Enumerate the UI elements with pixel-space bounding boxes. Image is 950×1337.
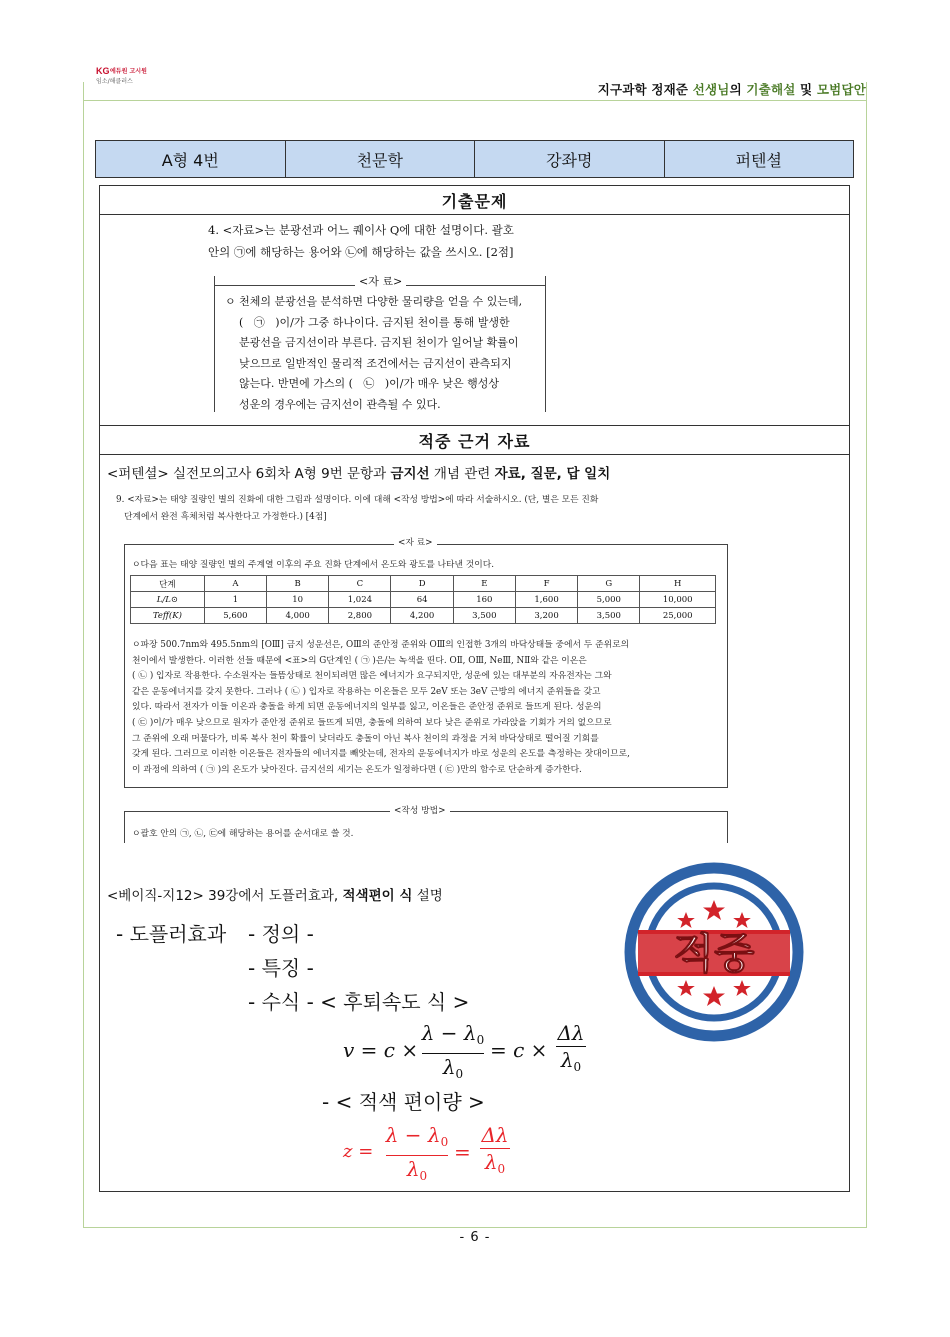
table-cell: 5,600 [204, 608, 266, 624]
redshift-num2: Δλ [481, 1123, 509, 1147]
table-row-label: L/L⊙ [131, 592, 205, 608]
lecture-definition: - 정의 - [248, 922, 314, 946]
running-header [598, 80, 866, 98]
redshift-den2: λ [484, 1150, 498, 1174]
proof-head-c: 개념 관련 [429, 466, 495, 482]
subscript-zero: 0 [573, 1060, 582, 1074]
proof-head-a: <퍼텐셜> 실전모의고사 6회차 A형 9번 문항과 [107, 466, 391, 482]
method-label: <작성 방법> [390, 804, 450, 818]
evolution-table [130, 575, 716, 624]
table-row [131, 576, 716, 592]
redshift-fraction [386, 1122, 448, 1189]
mock-data-line: 그 준위에 오래 머물다가, 비록 복사 천이 확률이 낮더라도 충돌이 아닌 복사 천이의 과정을 거쳐 바닥상태로 떨어질 기회를 [132, 733, 599, 744]
method-text: ㅇ괄호 안의 ㉠, ㉡, ㉢에 해당하는 용어를 순서대로 쓸 것. [132, 829, 354, 839]
stamp-stars-top [677, 900, 751, 928]
table-cell: 3,500 [578, 608, 640, 624]
info-course-label: 강좌명 [475, 141, 665, 177]
subscript-zero: 0 [476, 1033, 485, 1047]
lecture-doppler: - 도플러효과 [116, 922, 227, 946]
mock-data-line: 있다. 따라서 전자가 이들 이온과 충돌을 하게 되면 운동에너지의 일부를 잃고, 이온들은 준안정 준위로 들뜨게 된다. 성운의 [132, 702, 602, 713]
table-row-label: Teff(K) [131, 608, 205, 624]
mock-question-line: 단계에서 완전 흑체처럼 복사한다고 가정한다.) [4점] [124, 512, 327, 522]
page-number: - 6 - [459, 1230, 491, 1245]
exam-data-line: 낮으므로 일반적인 물리적 조건에서는 금지선이 관측되지 [225, 356, 512, 370]
table-cell: 10 [267, 592, 329, 608]
subscript-zero: 0 [419, 1169, 428, 1183]
mock-data-intro: ㅇ다음 표는 태양 질량인 별의 주계열 이후의 주요 진화 단계에서 온도와 광도를 나타낸 것이다. [132, 560, 495, 570]
divider [100, 214, 849, 215]
proof-heading [107, 462, 610, 482]
exam-question-line2: 안의 ㉠에 해당하는 용어와 ㉡에 해당하는 값을 쓰시오. [2점] [208, 245, 514, 259]
info-table [95, 140, 854, 178]
header-and: 및 [795, 82, 817, 97]
header-suffix1: 기출해설 [746, 82, 796, 97]
exam-data-line: 않는다. 반면에 가스의 ( ㉡ )이/가 매우 낮은 행성상 [225, 377, 499, 390]
header-suffix2: 모범답안 [816, 82, 866, 97]
stamp-text: 적중 [673, 929, 755, 978]
table-cell: 1,024 [329, 592, 391, 608]
velocity-num2: Δλ [557, 1021, 585, 1045]
table-header-cell: C [329, 576, 391, 592]
header-divider [83, 100, 867, 101]
velocity-fraction2 [556, 1020, 586, 1080]
table-header-cell: F [515, 576, 577, 592]
table-cell: 64 [391, 592, 453, 608]
mock-data-line: 갖게 된다. 그러므로 이러한 이온들은 전자들의 에너지를 빼앗는데, 전자의 운동에너지가 바로 성운의 온도를 측정하는 잣대이므로, [132, 749, 630, 760]
table-row [131, 608, 716, 624]
basic-head-a: <베이직-지12> 39강에서 도플러효과, [107, 888, 343, 904]
lecture-formula-title: - 수식 - < 후퇴속도 식 > [248, 990, 470, 1014]
table-cell: 1 [204, 592, 266, 608]
table-cell: 3,200 [515, 608, 577, 624]
exam-data-label: <자 료> [355, 275, 406, 289]
lecture-redshift-title: - < 적색 편이량 > [322, 1090, 485, 1114]
table-row [131, 592, 716, 608]
mock-data-line: 이 과정에 의하여 ( ㉠ )의 온도가 낮아진다. 금지선의 세기는 온도가 일정하다면 ( ㉢ )만의 함수로 단순하게 증가한다. [132, 764, 582, 775]
info-course-name: 퍼텐셜 [735, 150, 782, 170]
basic-heading [107, 884, 443, 904]
redshift-den: λ [406, 1157, 420, 1181]
table-cell: 1,600 [515, 592, 577, 608]
mock-data-line: 같은 운동에너지를 갖지 못한다. 그러나 ( ㉡ ) 입자로 작용하는 이온들은 모두 2eV 또는 3eV 근방의 에너지 준위들을 갖고 [132, 686, 601, 697]
section-title-basis: 적중 근거 자료 [418, 431, 531, 451]
lecture-feature: - 특징 - [248, 956, 314, 980]
logo-brand: 에듀원 고시원 [110, 68, 147, 75]
velocity-fraction [422, 1020, 484, 1087]
velocity-den2: λ [560, 1048, 574, 1072]
mock-data-paragraph [132, 638, 722, 778]
hit-stamp [624, 862, 804, 1042]
redshift-num: λ − λ [385, 1123, 441, 1147]
table-cell: 4,200 [391, 608, 453, 624]
section-title-exam: 기출문제 [441, 191, 508, 211]
subscript-zero: 0 [440, 1135, 449, 1149]
velocity-den: λ [442, 1055, 456, 1079]
exam-data-line: ㅇ 천체의 분광선을 분석하면 다양한 물리량을 얻을 수 있는데, [225, 295, 523, 308]
header-teacher: 선생님 [692, 82, 730, 97]
table-header-cell: A [204, 576, 266, 592]
table-header-cell: H [640, 576, 716, 592]
table-cell: 3,500 [453, 608, 515, 624]
mock-data-line: 천이에서 발생한다. 이러한 선들 때문에 <표>의 G단계인 ( ㉠ )은/는 녹색을 띤다. OⅡ, OⅢ, NeⅢ, NⅡ와 같은 이온은 [132, 655, 587, 666]
info-question-number: A형 4번 [96, 141, 286, 177]
table-cell: 25,000 [640, 608, 716, 624]
velocity-mid: = c × [490, 1038, 548, 1062]
table-cell: 160 [453, 592, 515, 608]
basic-head-b: 적색편이 식 [342, 888, 413, 904]
divider [100, 454, 849, 455]
table-cell: 4,000 [267, 608, 329, 624]
velocity-num: λ − λ [421, 1021, 477, 1045]
redshift-fraction2 [480, 1122, 510, 1182]
exam-data-text [225, 292, 543, 415]
table-header-cell: D [391, 576, 453, 592]
table-cell: 2,800 [329, 608, 391, 624]
subscript-zero: 0 [497, 1162, 506, 1176]
exam-data-line: 성운의 경우에는 금지선이 관측될 수 있다. [225, 397, 441, 411]
basic-head-c: 설명 [412, 888, 443, 904]
table-cell: 5,000 [578, 592, 640, 608]
table-cell: 10,000 [640, 592, 716, 608]
table-header-cell: B [267, 576, 329, 592]
mock-data-line: ( ㉢ )이/가 매우 낮으므로 원자가 준안정 준위로 들뜨게 되면, 충돌에 의하여 보다 낮은 준위로 가라앉을 기회가 거의 없으므로 [132, 717, 612, 728]
header-prefix: 지구과학 정재준 [597, 82, 693, 97]
exam-data-line: 분광선을 금지선이라 부른다. 금지된 천이가 일어날 확률이 [225, 336, 519, 349]
logo-sub: 임소/해클러스 [96, 78, 133, 85]
mock-question-line: 9. <자료>는 태양 질량인 별의 진화에 대한 그림과 설명이다. 이에 대해 <작성 방법>에 따라 서술하시오. (단, 별은 모든 진화 [116, 495, 599, 505]
velocity-lhs: v = c × [343, 1038, 419, 1062]
header-middle: 의 [729, 82, 747, 97]
mock-data-line: ㅇ파장 500.7nm와 495.5nm의 [OⅢ] 금지 성운선은, OⅢ의 준안정 준위와 OⅢ의 인접한 3개의 바닥상태들 중에서 두 준위로의 [132, 640, 630, 650]
exam-data-line: ( ㉠ )이/가 그중 하나이다. 금지된 천이를 통해 발생한 [225, 315, 510, 329]
table-header-cell: G [578, 576, 640, 592]
mock-data-line: ( ㉡ ) 입자로 작용한다. 수소원자는 들뜸상태로 천이되려면 많은 에너지가 요구되지만, 성운에 있는 대부분의 자유전자는 그와 [132, 671, 612, 682]
table-header-cell: 단계 [131, 576, 205, 592]
mock-data-label: <자 료> [394, 536, 437, 550]
proof-head-b: 금지선 [390, 466, 430, 482]
exam-question-line1: 4. <자료>는 분광선과 어느 퀘이사 Q에 대한 설명이다. 괄호 [208, 223, 514, 237]
logo-mark: KG [96, 66, 110, 76]
proof-head-d: 자료, 질문, 답 일치 [494, 466, 611, 482]
info-subject: 천문학 [286, 141, 476, 177]
mock-question-stem [116, 492, 756, 526]
redshift-eq: = [454, 1140, 471, 1164]
redshift-lhs: z = [343, 1141, 374, 1162]
stamp-stars-bottom [677, 980, 751, 1006]
table-header-cell: E [453, 576, 515, 592]
subscript-zero: 0 [455, 1067, 464, 1081]
